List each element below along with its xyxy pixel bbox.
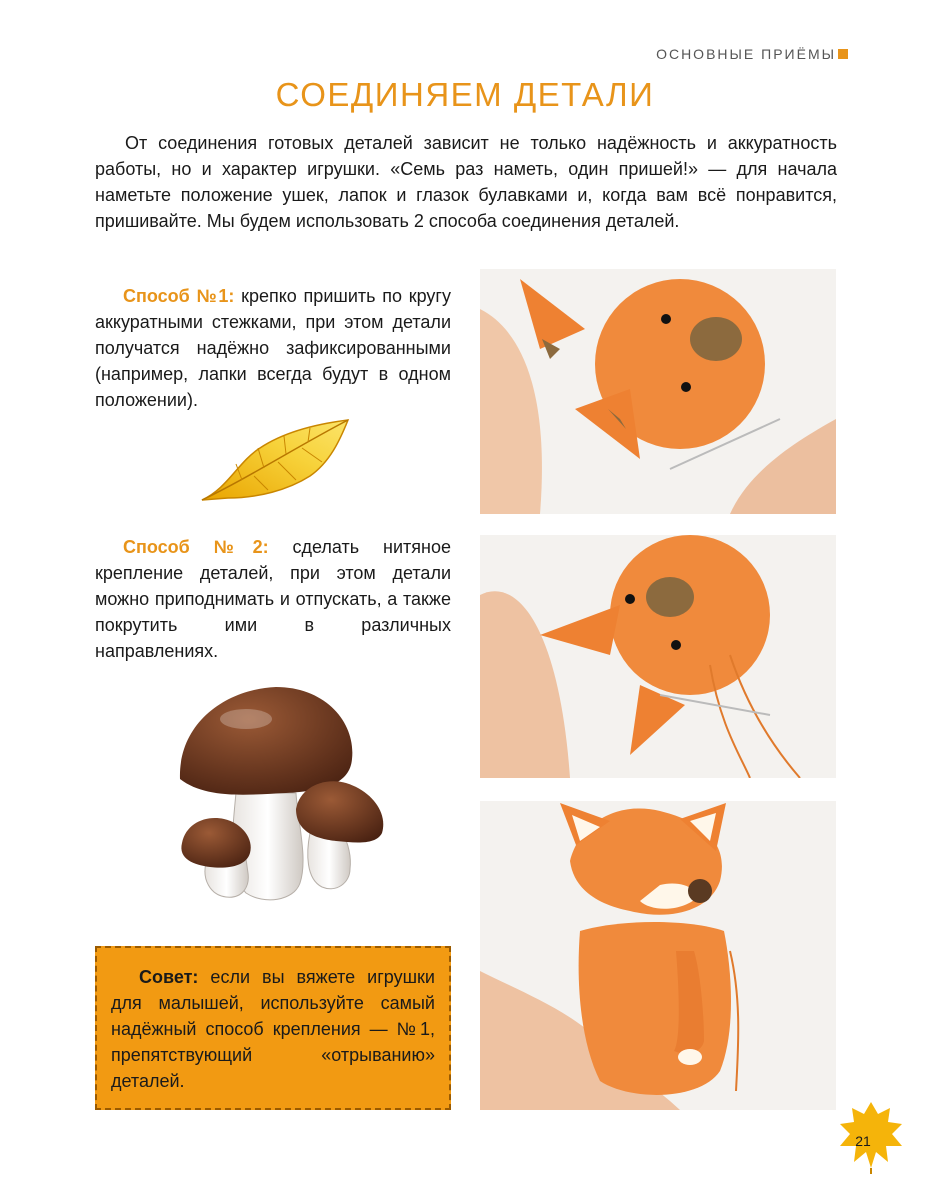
tip-box bbox=[95, 946, 451, 1110]
method-2-label: Способ №2: bbox=[123, 537, 269, 557]
photo-fox-head-thread bbox=[480, 535, 836, 778]
method-1-text: крепко пришить по кругу аккуратными стежками, при этом детали получатся надёжно зафиксированными (например, лапки всегда будут в одном положении). bbox=[95, 286, 451, 410]
section-header: ОСНОВНЫЕ ПРИЁМЫ bbox=[656, 46, 836, 62]
photo-fox-head-pinned bbox=[480, 269, 836, 514]
section-marker-icon bbox=[838, 49, 848, 59]
method-1-label: Способ №1: bbox=[123, 286, 235, 306]
method-1-paragraph bbox=[95, 283, 451, 413]
page-title: СОЕДИНЯЕМ ДЕТАЛИ bbox=[275, 76, 655, 113]
intro-paragraph: От соединения готовых деталей зависит не только надёжность и аккуратность работы, но и характер игрушки. «Семь раз наметь, один пришей!» — для начала наметьте положение ушек, лапок и глазок булавками и, когда вам всё понравится, пришивайте. Мы будем использовать 2 способа соединения деталей. bbox=[95, 133, 837, 231]
mushroom-illustration bbox=[176, 683, 386, 905]
tip-text: если вы вяжете игрушки для малышей, используйте самый надёжный способ крепления — №1, препятствующий «отрыванию» деталей. bbox=[111, 967, 435, 1091]
tip-paragraph bbox=[111, 964, 435, 1094]
page-number: 21 bbox=[855, 1133, 871, 1149]
photo-fox-body bbox=[480, 801, 836, 1110]
method-2-paragraph bbox=[95, 534, 451, 664]
method-2-text: сделать нитяное крепление деталей, при этом детали можно приподнимать и отпускать, а также покрутить ими в различных направлениях. bbox=[95, 537, 451, 661]
tip-label: Совет: bbox=[139, 967, 199, 987]
yellow-leaf-icon bbox=[198, 418, 352, 504]
